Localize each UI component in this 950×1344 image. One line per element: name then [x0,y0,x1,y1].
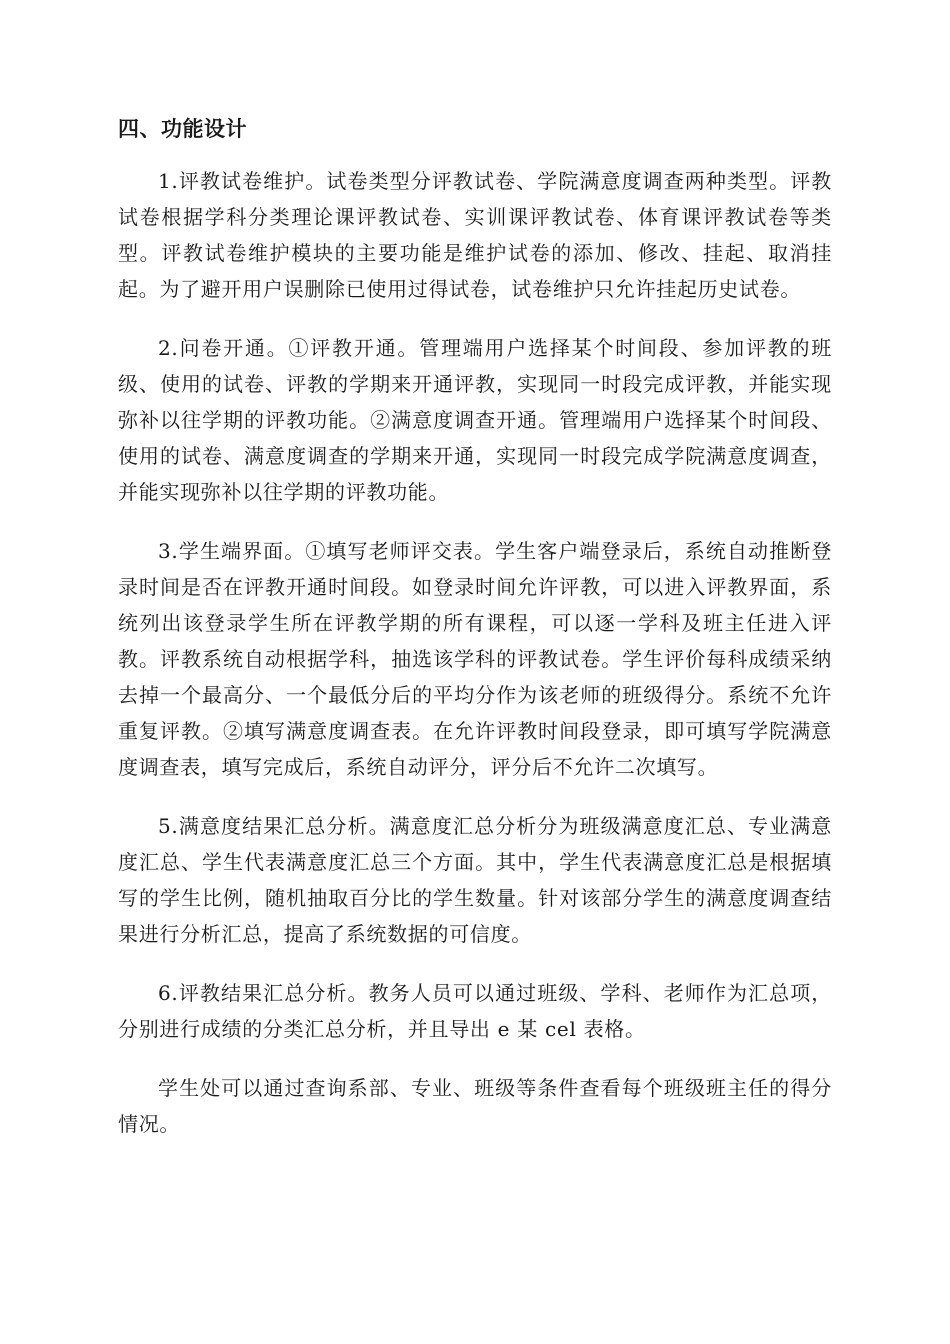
paragraph-survey-activation: 2.问卷开通。①评教开通。管理端用户选择某个时间段、参加评教的班级、使用的试卷、评教的学期来开通评教，实现同一时段完成评教，并能实现弥补以往学期的评教功能。②满意度调查开通。管理端用户选择某个时间段、使用的试卷、满意度调查的学期来开通，实现同一时段完成学院满意度调查，并能实现弥补以往学期的评教功能。 [118,336,832,504]
paragraph-satisfaction-analysis: 5.满意度结果汇总分析。满意度汇总分析分为班级满意度汇总、专业满意度汇总、学生代表满意度汇总三个方面。其中，学生代表满意度汇总是根据填写的学生比例，随机抽取百分比的学生数量。针对该部分学生的满意度调查结果进行分析汇总，提高了系统数据的可信度。 [118,814,832,946]
paragraph-student-office: 学生处可以通过查询系部、专业、班级等条件查看每个班级班主任的得分情况。 [118,1076,832,1136]
paragraph-evaluation-analysis: 6.评教结果汇总分析。教务人员可以通过班级、学科、老师作为汇总项，分别进行成绩的分类汇总分析，并且导出 e 某 cel 表格。 [118,981,832,1041]
paragraph-student-interface: 3.学生端界面。①填写老师评交表。学生客户端登录后，系统自动推断登录时间是否在评教开通时间段。如登录时间允许评教，可以进入评教界面，系统列出该登录学生所在评教学期的所有课程，可以逐一学科及班主任进入评教。评教系统自动根据学科，抽选该学科的评教试卷。学生评价每科成绩采纳去掉一个最高分、一个最低分后的平均分作为该老师的班级得分。系统不允许重复评教。②填写满意度调查表。在允许评教时间段登录，即可填写学院满意度调查表，填写完成后，系统自动评分，评分后不允许二次填写。 [118,539,832,779]
paragraph-exam-maintenance: 1.评教试卷维护。试卷类型分评教试卷、学院满意度调查两种类型。评教试卷根据学科分类理论课评教试卷、实训课评教试卷、体育课评教试卷等类型。评教试卷维护模块的主要功能是维护试卷的添加、修改、挂起、取消挂起。为了避开用户误删除已使用过得试卷，试卷维护只允许挂起历史试卷。 [118,169,832,301]
section-heading: 四、功能设计 [118,117,247,141]
